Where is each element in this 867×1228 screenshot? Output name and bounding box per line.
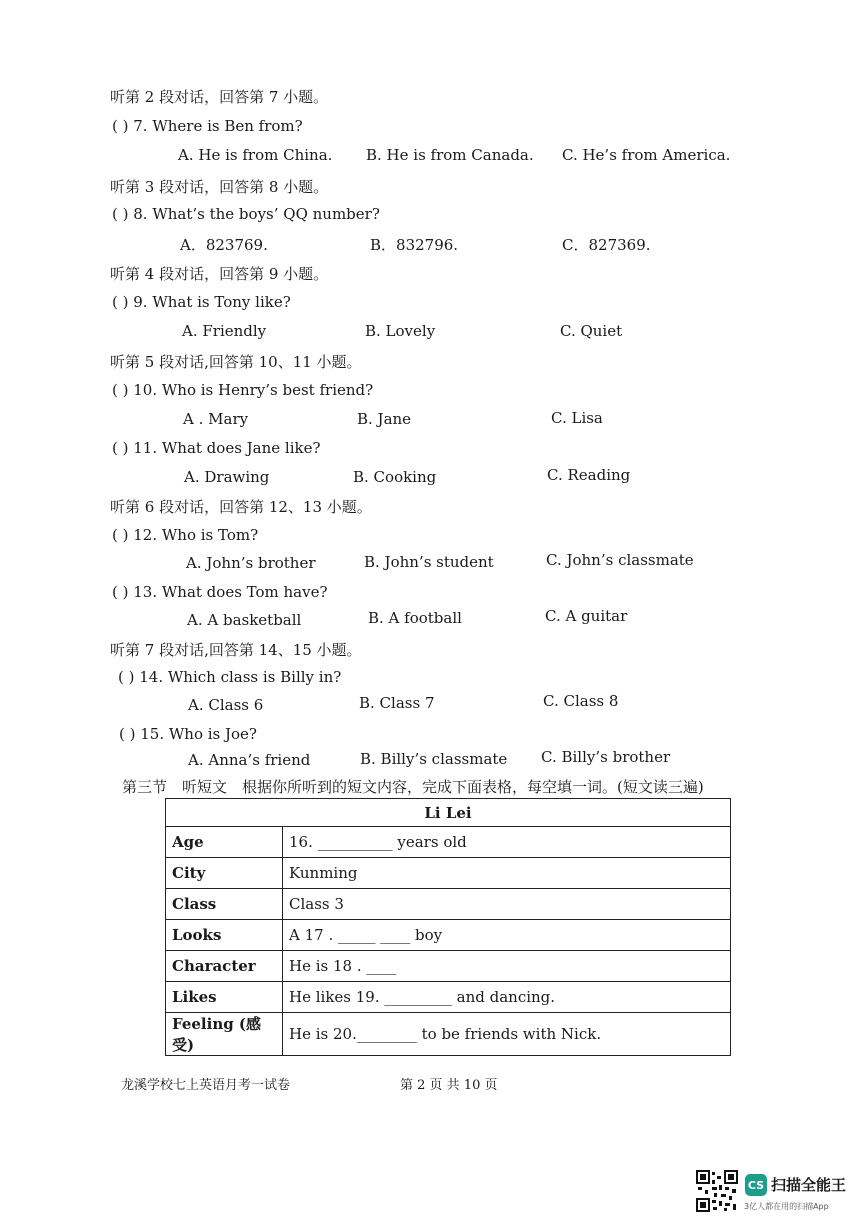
question-7-option-c: C. He’s from America. [562, 146, 731, 164]
camscanner-name: 扫描全能王 [771, 1176, 847, 1194]
row-label-class: Class [166, 889, 283, 920]
row-value-age: 16. __________ years old [283, 827, 731, 858]
li-lei-info-table [165, 798, 731, 1056]
question-8-stem: ( ) 8. What’s the boys’ QQ number? [112, 205, 380, 223]
question-13-option-a: A. A basketball [187, 611, 302, 629]
table-row [166, 827, 731, 858]
question-15-stem: ( ) 15. Who is Joe? [119, 725, 257, 743]
heading-dialogue-3: 听第 3 段对话，回答第 8 小题。 [110, 178, 329, 196]
question-7-stem: ( ) 7. Where is Ben from? [112, 117, 303, 135]
question-12-option-b: B. John’s student [364, 553, 494, 571]
row-label-likes: Likes [166, 982, 283, 1013]
row-label-looks: Looks [166, 920, 283, 951]
qr-code-icon [696, 1170, 738, 1212]
question-10-stem: ( ) 10. Who is Henry’s best friend? [112, 381, 374, 399]
question-15-option-b: B. Billy’s classmate [360, 750, 508, 768]
question-13-option-c: C. A guitar [545, 607, 628, 625]
question-8-option-c: C．827369. [562, 236, 651, 254]
question-9-stem: ( ) 9. What is Tony like? [112, 293, 291, 311]
heading-dialogue-7: 听第 7 段对话,回答第 14、15 小题。 [110, 641, 362, 659]
heading-dialogue-4: 听第 4 段对话，回答第 9 小题。 [110, 265, 329, 283]
footer-page-number: 第 2 页 共 10 页 [400, 1078, 498, 1093]
question-7-option-b: B. He is from Canada. [366, 146, 534, 164]
heading-dialogue-6: 听第 6 段对话，回答第 12、13 小题。 [110, 498, 372, 516]
table-row [166, 889, 731, 920]
question-13-stem: ( ) 13. What does Tom have? [112, 583, 328, 601]
question-11-stem: ( ) 11. What does Jane like? [112, 439, 321, 457]
question-10-option-b: B. Jane [357, 410, 412, 428]
row-value-likes: He likes 19. _________ and dancing. [283, 982, 731, 1013]
question-14-option-c: C. Class 8 [543, 692, 619, 710]
question-10-option-c: C. Lisa [551, 409, 603, 427]
question-8-option-a: A．823769. [180, 236, 268, 254]
question-12-option-c: C. John’s classmate [546, 551, 694, 569]
row-label-city: City [166, 858, 283, 889]
row-value-looks: A 17 . _____ ____ boy [283, 920, 731, 951]
question-14-option-a: A. Class 6 [188, 696, 264, 714]
table-row [166, 1013, 731, 1056]
question-14-option-b: B. Class 7 [359, 694, 435, 712]
table-row [166, 920, 731, 951]
question-8-option-b: B．832796. [370, 236, 459, 254]
table-title-row [166, 799, 731, 827]
question-10-option-a: A . Mary [183, 410, 249, 428]
row-value-city: Kunming [283, 858, 731, 889]
question-15-option-a: A. Anna’s friend [188, 751, 311, 769]
row-value-character: He is 18 . ____ [283, 951, 731, 982]
question-14-stem: ( ) 14. Which class is Billy in? [118, 668, 342, 686]
question-11-option-b: B. Cooking [353, 468, 437, 486]
table-row [166, 858, 731, 889]
question-15-option-c: C. Billy’s brother [541, 748, 671, 766]
row-label-character: Character [166, 951, 283, 982]
question-13-option-b: B. A football [368, 609, 462, 627]
question-9-option-c: C. Quiet [560, 322, 623, 340]
question-11-option-c: C. Reading [547, 466, 631, 484]
camscanner-tagline: 3亿人都在用的扫描App [744, 1202, 829, 1211]
question-9-option-b: B. Lovely [365, 322, 436, 340]
question-9-option-a: A. Friendly [182, 322, 267, 340]
camscanner-logo-icon: CS [745, 1174, 767, 1196]
table-row [166, 982, 731, 1013]
heading-dialogue-5: 听第 5 段对话,回答第 10、11 小题。 [110, 353, 362, 371]
row-value-feeling: He is 20.________ to be friends with Nick. [283, 1013, 731, 1056]
row-label-feeling: Feeling (感受) [166, 1013, 283, 1056]
table-title: Li Lei [166, 799, 731, 827]
question-7-option-a: A. He is from China. [178, 146, 333, 164]
section-3-title: 第三节 听短文 根据你所听到的短文内容，完成下面表格，每空填一词。(短文读三遍) [122, 778, 704, 796]
question-12-stem: ( ) 12. Who is Tom? [112, 526, 259, 544]
question-11-option-a: A. Drawing [184, 468, 270, 486]
footer-exam-name: 龙溪学校七上英语月考一试卷 [121, 1078, 291, 1093]
table-row [166, 951, 731, 982]
heading-dialogue-2: 听第 2 段对话，回答第 7 小题。 [110, 88, 329, 106]
row-value-class: Class 3 [283, 889, 731, 920]
row-label-age: Age [166, 827, 283, 858]
question-12-option-a: A. John’s brother [186, 554, 316, 572]
